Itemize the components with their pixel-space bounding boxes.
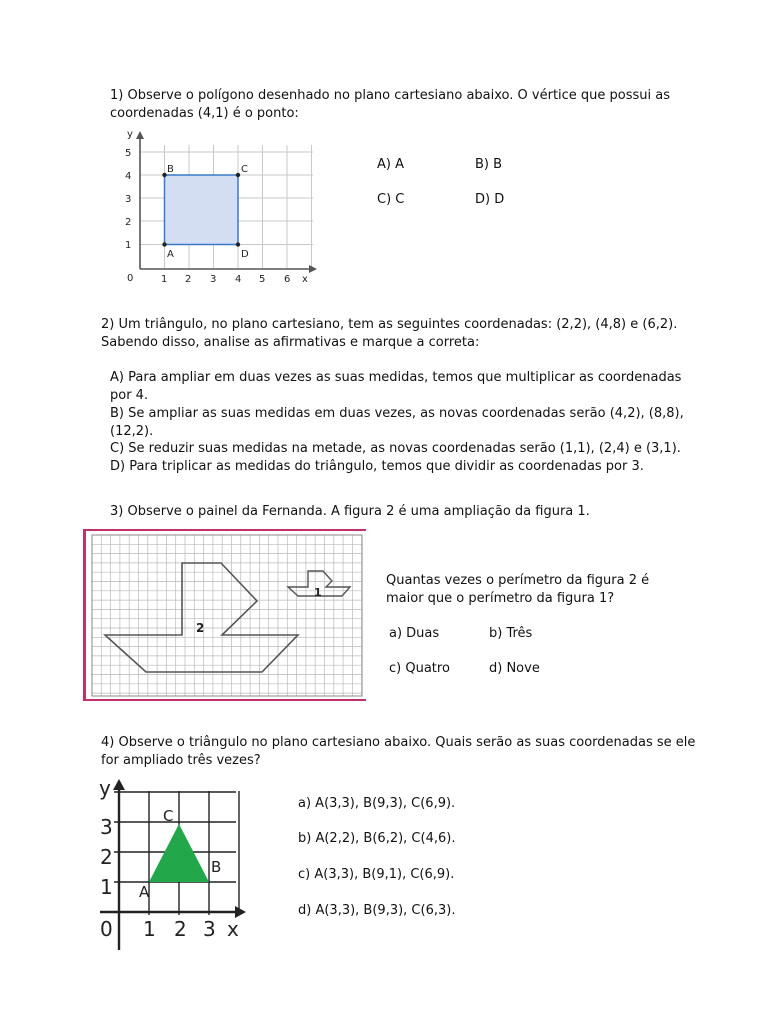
y-tick: 2 [125,217,132,228]
vertex-d-label: D [241,249,249,260]
y-tick: 4 [125,171,132,182]
q3-prompt: 3) Observe o painel da Fernanda. A figura 2 é uma ampliação da figura 1. [110,504,590,519]
y-tick: 5 [125,148,132,159]
x-tick: 3 [203,917,216,941]
q1-prompt-line1: 1) Observe o polígono desenhado no plano cartesiano abaixo. O vértice que possui as [110,88,671,103]
figure-1-label: 1 [314,586,322,599]
q2-option-b[interactable]: B) Se ampliar as suas medidas em duas vezes, as novas coordenadas serão (4,2), (8,8), [110,406,684,421]
q3-option-a[interactable]: a) Duas [389,626,440,641]
q4-prompt-line2: for ampliado três vezes? [101,753,261,768]
fernanda-panel [83,529,366,701]
q2-option-d[interactable]: D) Para triplicar as medidas do triângulo, temos que dividir as coordenadas por 3. [110,459,644,474]
origin-label: 0 [127,273,134,284]
q3-question-line1: Quantas vezes o perímetro da figura 2 é [386,573,650,588]
vertex-c-point [236,173,240,177]
q3-option-c[interactable]: c) Quatro [389,661,450,676]
q2-prompt-line1: 2) Um triângulo, no plano cartesiano, tem as seguintes coordenadas: (2,2), (4,8) e (6,2). [101,317,678,332]
y-axis-label: y [99,776,111,800]
vertex-a-label: A [167,249,174,260]
q3-question-line2: maior que o perímetro da figura 1? [386,591,615,606]
y-axis-label: y [127,129,133,140]
y-axis-arrow [136,131,144,139]
q3-option-d[interactable]: d) Nove [489,661,540,676]
q1-option-c[interactable]: C) C [377,192,405,207]
vertex-c-label: C [163,807,174,825]
q4-option-c[interactable]: c) A(3,3), B(9,1), C(6,9). [298,867,455,882]
q1-cartesian-graph [115,125,320,290]
origin-label: 0 [100,917,113,941]
q2-option-b-cont: (12,2). [110,424,154,439]
panel-grid [86,531,366,699]
x-tick: 5 [259,274,266,285]
vertex-a-label: A [139,883,150,901]
vertex-b-label: B [211,858,222,876]
q2-prompt-line2: Sabendo disso, analise as afirmativas e marque a correta: [101,335,480,350]
triangle-abc [149,824,209,882]
vertex-c-label: C [241,164,248,175]
x-tick: 2 [174,917,187,941]
figure-2-label: 2 [196,621,205,635]
q2-option-a[interactable]: A) Para ampliar em duas vezes as suas medidas, temos que multiplicar as coordenadas [110,370,682,385]
x-tick: 6 [284,274,291,285]
y-tick: 2 [100,845,113,869]
q1-option-d[interactable]: D) D [475,192,505,207]
x-tick: 1 [161,274,168,285]
y-tick: 1 [125,240,132,251]
vertex-d-point [236,242,240,246]
x-tick: 4 [235,274,242,285]
q4-cartesian-graph [90,775,260,950]
x-tick: 2 [185,274,192,285]
vertex-b-label: B [167,164,174,175]
y-tick: 3 [125,194,132,205]
x-tick: 3 [210,274,217,285]
vertex-a-point [162,242,166,246]
q2-option-a-cont: por 4. [110,388,149,403]
q1-option-a[interactable]: A) A [377,157,404,172]
q4-option-b[interactable]: b) A(2,2), B(6,2), C(4,6). [298,831,456,846]
x-axis-label: x [302,274,308,285]
q4-prompt-line1: 4) Observe o triângulo no plano cartesiano abaixo. Quais serão as suas coordenadas se ele [101,735,696,750]
y-tick: 3 [100,815,113,839]
x-tick: 1 [143,917,156,941]
x-axis-label: x [227,917,239,941]
q4-option-a[interactable]: a) A(3,3), B(9,3), C(6,9). [298,796,456,811]
q2-option-c[interactable]: C) Se reduzir suas medidas na metade, as novas coordenadas serão (1,1), (2,4) e (3,1). [110,441,681,456]
x-axis-arrow [309,265,317,273]
q3-option-b[interactable]: b) Três [489,626,533,641]
y-axis-arrow [113,779,125,790]
square-polygon [165,175,239,245]
q4-option-d[interactable]: d) A(3,3), B(9,3), C(6,3). [298,903,456,918]
q1-prompt-line2: coordenadas (4,1) é o ponto: [110,106,299,121]
q1-option-b[interactable]: B) B [475,157,503,172]
y-tick: 1 [100,875,113,899]
